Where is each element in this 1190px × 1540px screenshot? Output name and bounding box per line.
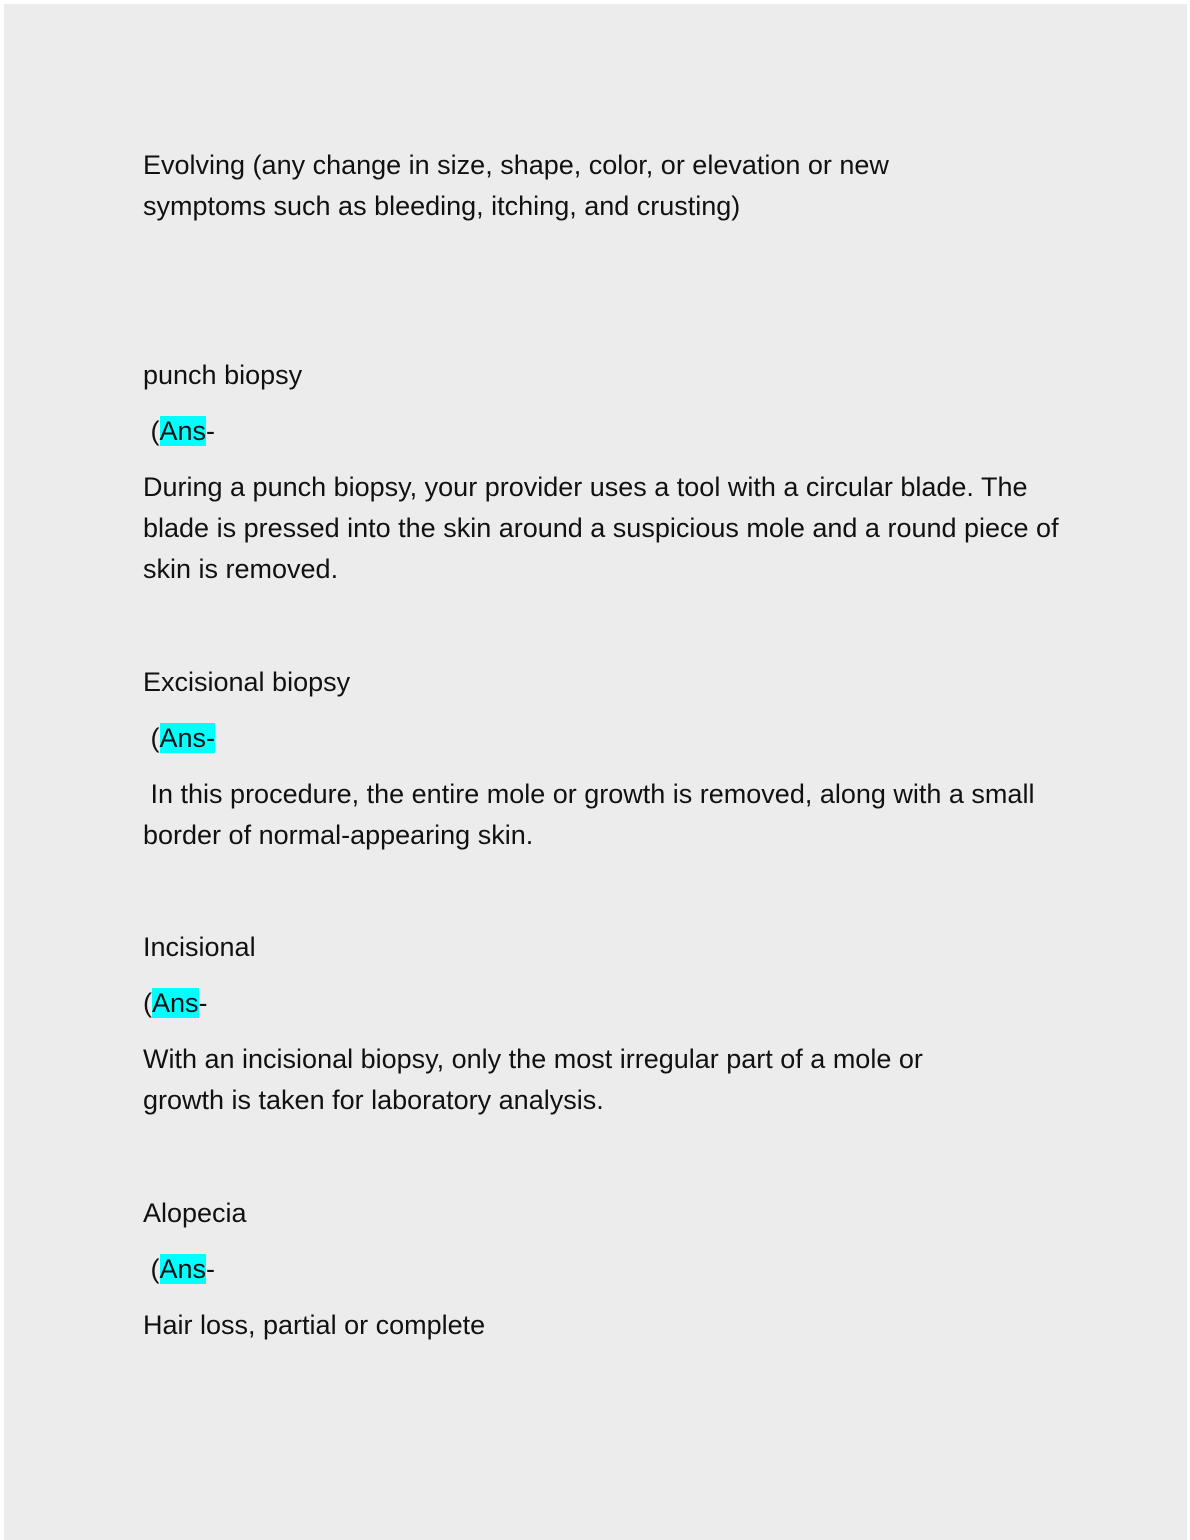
definition-punch-biopsy: During a punch biopsy, your provider uses a tool with a circular blade. The blade is pressed into the skin around a suspicious mole and a round piece of skin is removed.	[143, 472, 1059, 584]
answer-label: (Ans-	[143, 723, 216, 753]
answer-label: (Ans-	[143, 988, 208, 1018]
term-excisional-biopsy: Excisional biopsy	[143, 667, 351, 697]
definition-excisional-biopsy: In this procedure, the entire mole or growth is removed, along with a small border of normal-appearing skin.	[143, 779, 1042, 850]
answer-highlight: Ans	[159, 416, 207, 446]
term-punch-biopsy: punch biopsy	[143, 360, 303, 390]
evolving-text: Evolving (any change in size, shape, color, or elevation or new symptoms such as bleeding, itching, and crusting)	[143, 150, 889, 221]
definition-alopecia: Hair loss, partial or complete	[143, 1310, 486, 1340]
definition-incisional: With an incisional biopsy, only the most irregular part of a mole or growth is taken for laboratory analysis.	[143, 1044, 923, 1115]
term-alopecia: Alopecia	[143, 1198, 247, 1228]
answer-label: (Ans-	[143, 1254, 216, 1284]
answer-highlight: Ans	[159, 1254, 207, 1284]
document-page	[4, 4, 1187, 1540]
answer-highlight: Ans	[152, 988, 199, 1018]
term-incisional: Incisional	[143, 932, 256, 962]
answer-highlight: Ans	[159, 723, 207, 753]
answer-label: (Ans-	[143, 416, 216, 446]
